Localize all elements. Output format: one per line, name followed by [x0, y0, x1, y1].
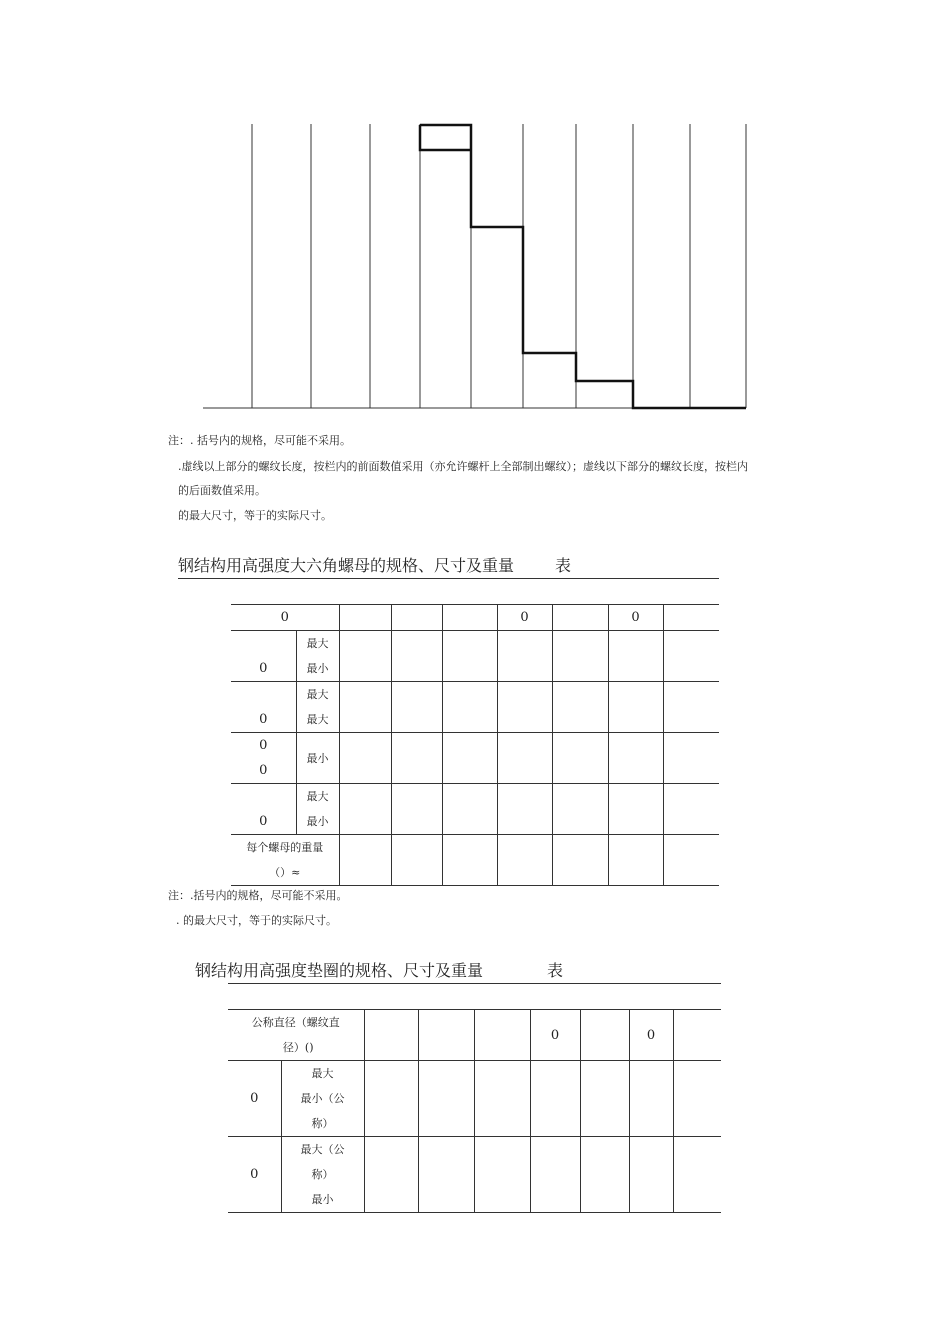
weight-label: 每个螺母的重量 （）≈ [231, 835, 339, 886]
table-row [231, 733, 719, 784]
header-cell [474, 1010, 530, 1061]
header-label: 公称直径（螺纹直 径）() [228, 1010, 364, 1061]
table-row [231, 784, 719, 835]
header-cell [391, 605, 442, 631]
row-sub-label: 最大 最大 [296, 682, 339, 733]
row-label: 0 [228, 1137, 281, 1213]
header-cell [442, 605, 497, 631]
header-cell: 0 [231, 605, 339, 631]
row-sub-label: 最大（公 称） 最小 [281, 1137, 364, 1213]
row-sub-label: 最小 [296, 733, 339, 784]
weight-row [231, 835, 719, 886]
step-curve [420, 125, 746, 408]
header-cell [663, 605, 719, 631]
table2-title: 钢结构用高强度垫圈的规格、尺寸及重量 [195, 961, 484, 980]
table-row [228, 1061, 721, 1137]
note-6: . 的最大尺寸，等于的实际尺寸。 [176, 914, 337, 927]
header-cell [339, 605, 391, 631]
table-row [228, 1137, 721, 1213]
row-label: 0 0 [231, 733, 296, 784]
row-sub-label: 最大 最小 [296, 631, 339, 682]
header-cell [418, 1010, 474, 1061]
header-cell [580, 1010, 629, 1061]
note-4: 的最大尺寸，等于的实际尺寸。 [178, 509, 332, 522]
nut-spec-table [231, 604, 719, 886]
header-cell: 0 [629, 1010, 673, 1061]
header-cell [552, 605, 608, 631]
washer-spec-table [228, 1009, 721, 1213]
header-cell [364, 1010, 418, 1061]
header-row [228, 1010, 721, 1061]
table1-title-suffix: 表 [555, 556, 572, 575]
header-row [231, 605, 719, 631]
header-cell: 0 [608, 605, 663, 631]
note-1: 注：. 括号内的规格，尽可能不采用。 [168, 434, 351, 447]
table2-title-suffix: 表 [547, 961, 564, 980]
row-label: 0 [231, 682, 296, 733]
table-row [231, 682, 719, 733]
row-label: 0 [228, 1061, 281, 1137]
table-row [231, 631, 719, 682]
header-cell [673, 1010, 721, 1061]
row-label: 0 [231, 631, 296, 682]
row-sub-label: 最大 最小 [296, 784, 339, 835]
table2-title-rule [228, 983, 721, 984]
header-cell: 0 [497, 605, 552, 631]
note-3: 的后面数值采用。 [178, 484, 266, 497]
header-cell: 0 [530, 1010, 580, 1061]
note-5: 注：.括号内的规格，尽可能不采用。 [168, 889, 348, 902]
row-sub-label: 最大 最小（公 称） [281, 1061, 364, 1137]
step-diagram [0, 0, 950, 420]
row-label: 0 [231, 784, 296, 835]
table1-title-rule [178, 578, 719, 579]
table1-title: 钢结构用高强度大六角螺母的规格、尺寸及重量 [178, 556, 515, 575]
note-2: .虚线以上部分的螺纹长度，按栏内的前面数值采用（亦允许螺杆上全部制出螺纹）；虚线以下部分的螺纹长度，按栏内 [178, 460, 748, 473]
